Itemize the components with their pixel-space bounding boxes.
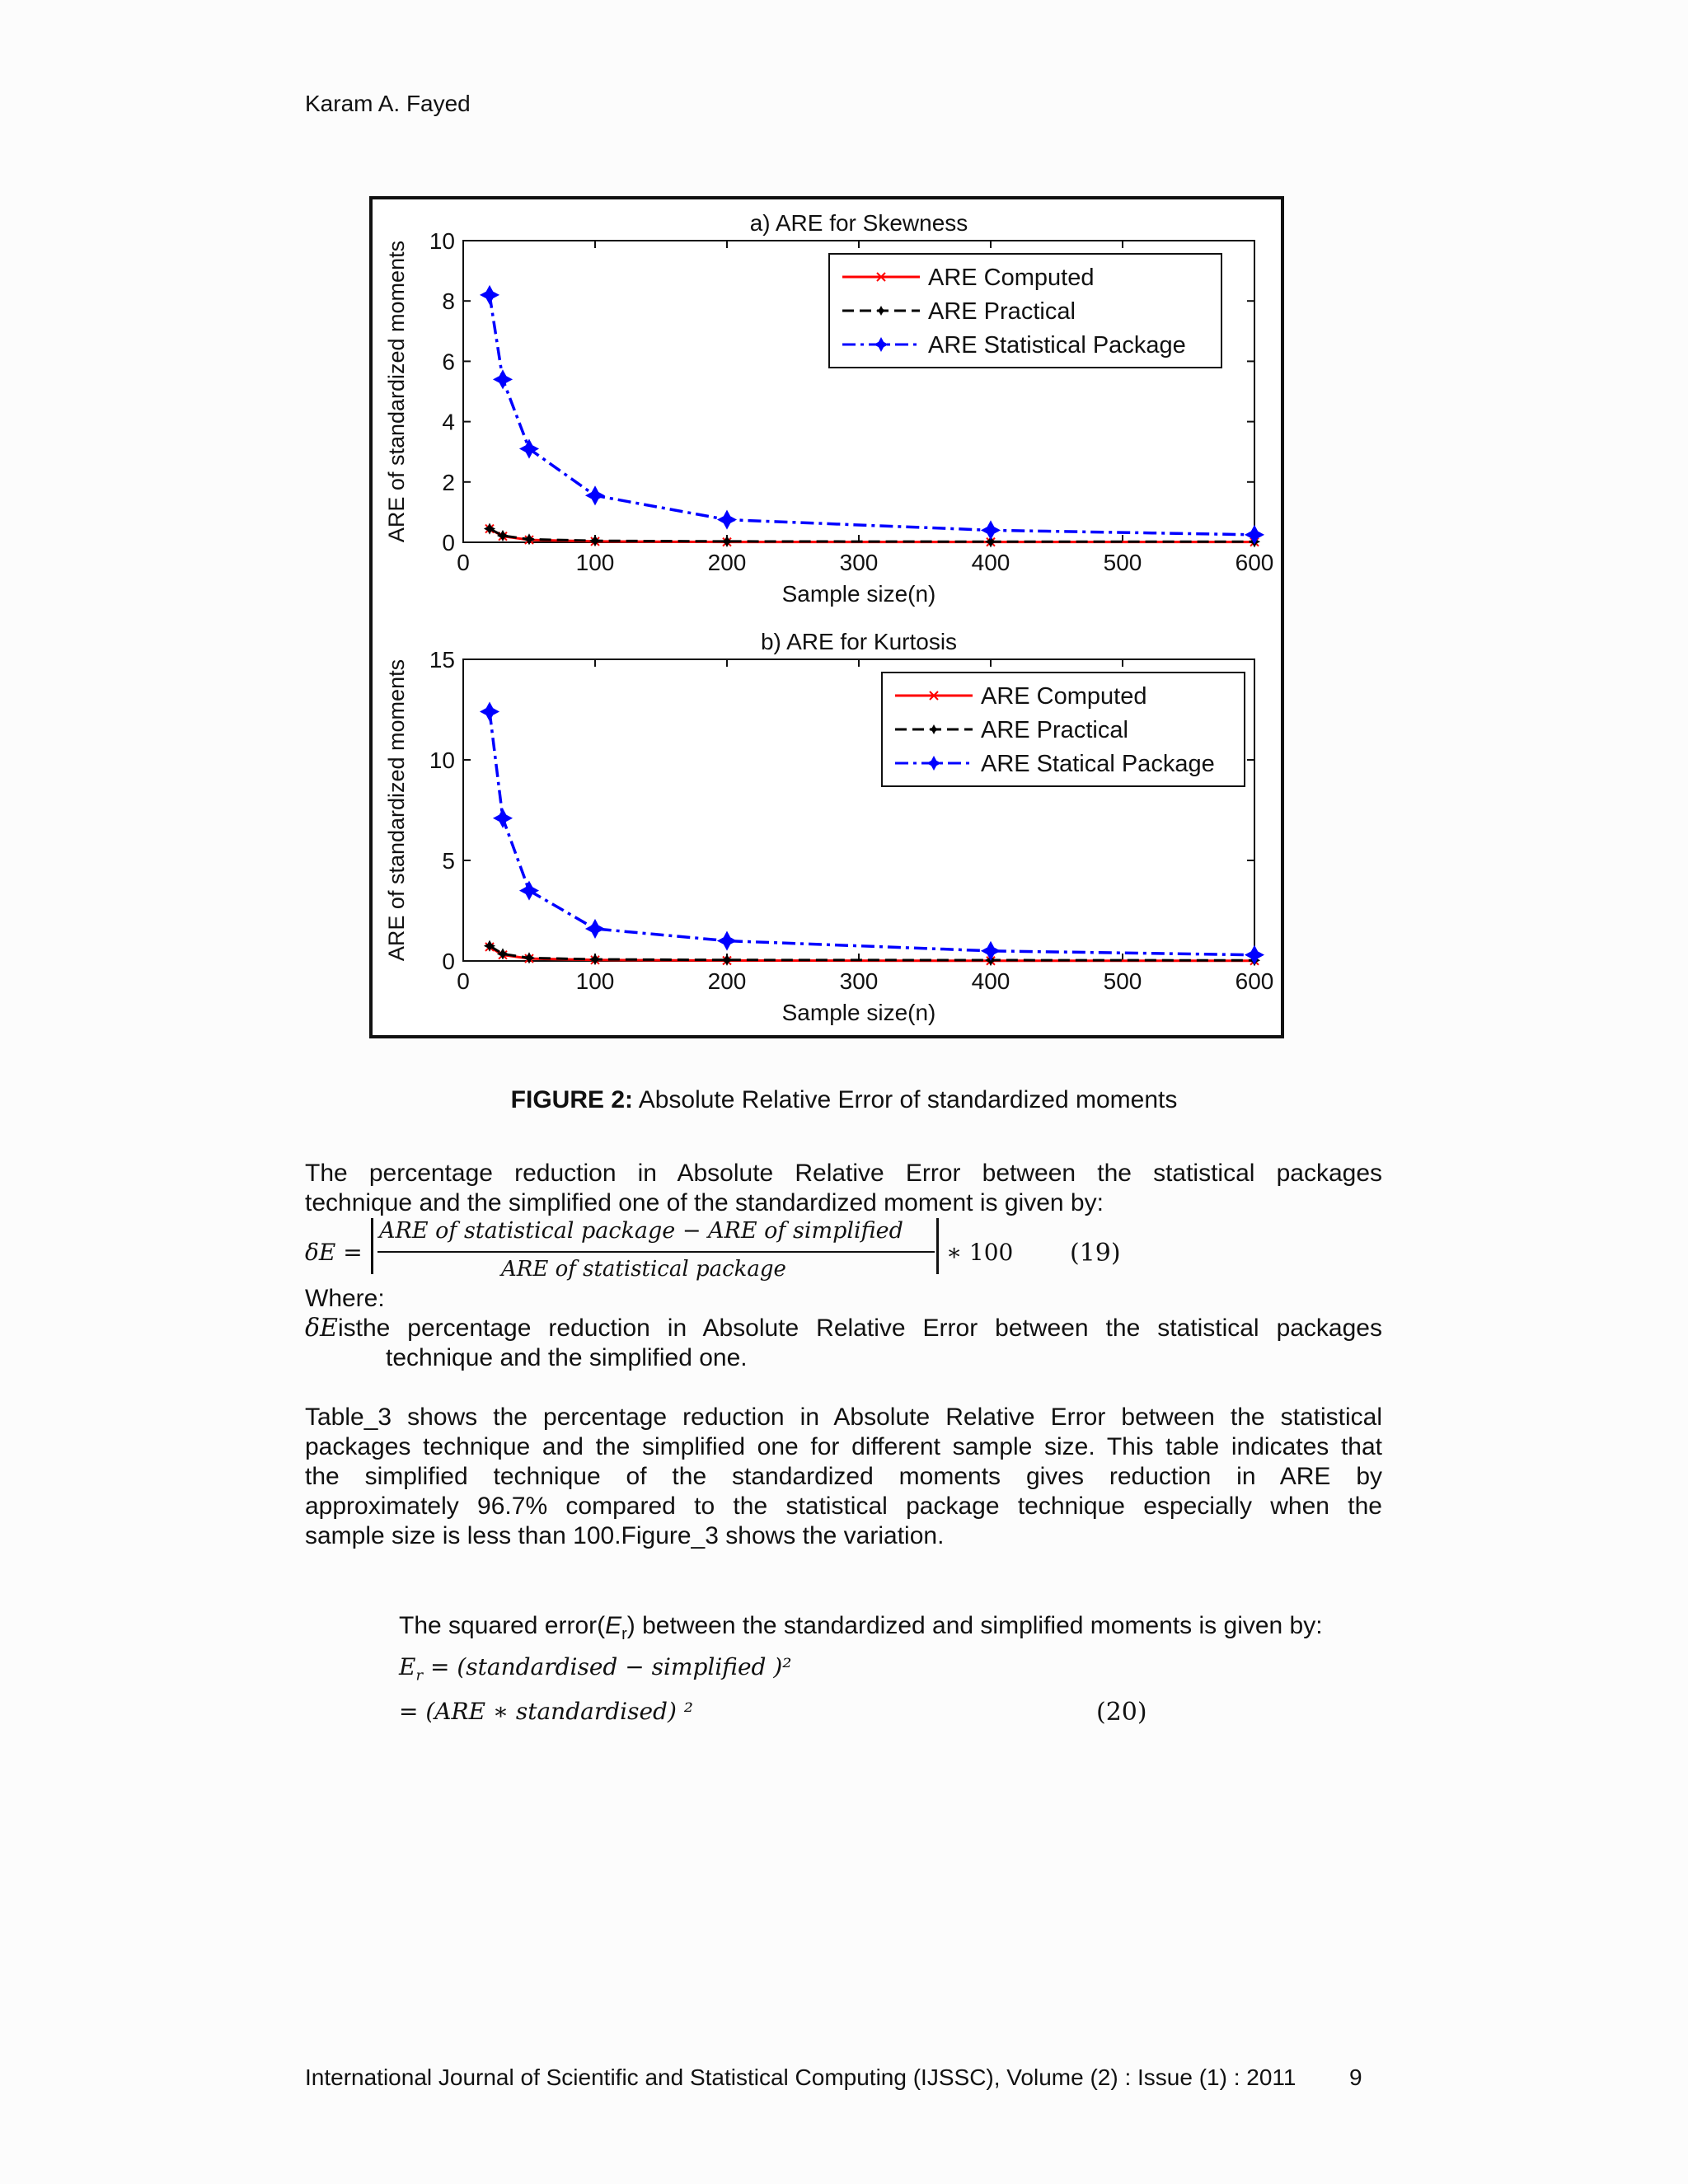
definition-text-1: isthe percentage reduction in Absolute Relative Error between the statistical packages [337, 1315, 1382, 1342]
y-tick-label: 2 [442, 469, 455, 495]
data-point [481, 286, 499, 304]
squared-error-text-pre: The squared error( [399, 1612, 606, 1639]
y-axis-label: ARE of standardized moments [384, 240, 409, 543]
chart-title: b) ARE for Kurtosis [760, 629, 958, 654]
data-point [481, 702, 499, 720]
x-tick-label: 600 [1235, 968, 1274, 994]
equation-20-line-2: = (ARE ∗ standardised) ² [399, 1698, 693, 1725]
x-tick-label: 0 [457, 550, 470, 575]
equation-20-symbol: E [399, 1653, 416, 1680]
where-label: Where: [305, 1285, 385, 1312]
definition-symbol: δE [305, 1314, 338, 1343]
x-tick-label: 0 [457, 968, 470, 994]
y-tick-label: 4 [442, 409, 455, 435]
data-point [718, 932, 736, 950]
legend-label-2: ARE Statical Package [981, 751, 1215, 777]
paragraph-table3-line-2: packages technique and the simplified one for different sample size. This table indicates that [305, 1433, 1382, 1460]
x-tick-label: 300 [839, 968, 879, 994]
equation-19-number: (19) [1070, 1239, 1121, 1268]
paragraph-intro-line-1: The percentage reduction in Absolute Relative Error between the statistical packages [305, 1160, 1382, 1187]
data-point [718, 511, 736, 529]
legend-label-0: ARE Computed [928, 265, 1095, 291]
equation-20-number: (20) [1096, 1698, 1147, 1727]
legend-label-2: ARE Statistical Package [928, 332, 1186, 359]
y-tick-label: 5 [442, 848, 455, 874]
x-tick-label: 600 [1235, 550, 1274, 575]
paragraph-table3-line-3: the simplified technique of the standardized moments gives reduction in ARE by [305, 1463, 1382, 1490]
paragraph-squared-error [399, 1611, 1388, 1649]
equation-19-tail: ∗ 100 [946, 1239, 1014, 1266]
series-line-0 [490, 529, 1254, 542]
data-point [982, 942, 1000, 960]
running-header-author: Karam A. Fayed [305, 91, 471, 116]
squared-error-symbol: E [605, 1612, 622, 1639]
definition-delta-e [305, 1314, 1382, 1373]
chart-title: a) ARE for Skewness [749, 210, 968, 236]
equation-19-abs-left [371, 1218, 373, 1274]
data-point [520, 882, 538, 900]
data-point [586, 920, 604, 938]
y-tick-label: 10 [429, 748, 455, 773]
squared-error-subscript: r [621, 1625, 627, 1643]
data-point [520, 440, 538, 458]
x-tick-label: 300 [839, 550, 879, 575]
y-tick-label: 0 [442, 530, 455, 555]
paragraph-table3 [305, 1403, 1382, 1551]
equation-19-denominator: ARE of statistical package [501, 1257, 786, 1282]
paragraph-intro-line-2: technique and the simplified one of the standardized moment is given by: [305, 1189, 1104, 1216]
squared-error-text-post: ) between the standardized and simplified moments is given by: [626, 1612, 1323, 1639]
x-tick-label: 400 [971, 550, 1010, 575]
series-line-1 [490, 946, 1254, 961]
footer-journal: International Journal of Scientific and Statistical Computing (IJSSC), Volume (2) : Issue (1) : 2011 [305, 2064, 1296, 2090]
equation-19-numerator: ARE of statistical package − ARE of simplified [379, 1218, 903, 1244]
paragraph-table3-line-5: sample size is less than 100.Figure_3 shows the variation. [305, 1522, 945, 1549]
equation-19-fraction-bar [377, 1251, 935, 1253]
data-point [982, 521, 1000, 539]
definition-line-2: technique and the simplified one. [386, 1344, 748, 1371]
paragraph-table3-line-4: approximately 96.7% compared to the statistical package technique especially when the [305, 1493, 1382, 1520]
series-line-1 [490, 529, 1254, 542]
figure-caption [0, 1086, 1688, 1114]
paragraph-table3-line-1: Table_3 shows the percentage reduction in Absolute Relative Error between the statistical [305, 1404, 1382, 1431]
y-tick-label: 0 [442, 949, 455, 974]
x-axis-label: Sample size(n) [781, 1000, 936, 1025]
x-tick-label: 200 [707, 968, 747, 994]
equation-19-abs-right [936, 1218, 939, 1274]
x-axis-label: Sample size(n) [781, 581, 936, 607]
data-point [586, 486, 604, 504]
x-tick-label: 500 [1103, 968, 1142, 994]
legend-label-0: ARE Computed [981, 683, 1147, 710]
paragraph-intro [305, 1159, 1382, 1218]
definition-line-1 [305, 1314, 1382, 1343]
equation-20-subscript: r [415, 1666, 424, 1685]
figure-2 [369, 196, 1284, 1038]
equation-20-rhs-1: = (standardised − simplified )² [423, 1653, 792, 1680]
figure-caption-text: Absolute Relative Error of standardized moments [633, 1086, 1178, 1113]
x-tick-label: 400 [971, 968, 1010, 994]
legend-label-1: ARE Practical [981, 717, 1128, 743]
data-point [494, 370, 512, 388]
equation-19-lhs: δE = [305, 1239, 363, 1266]
footer-page-number: 9 [1349, 2064, 1362, 2090]
figure-2-charts [373, 199, 1281, 1035]
y-tick-label: 6 [442, 349, 455, 375]
y-axis-label: ARE of standardized moments [384, 658, 409, 962]
x-tick-label: 200 [707, 550, 747, 575]
y-tick-label: 15 [429, 647, 455, 673]
series-line-0 [490, 947, 1254, 961]
y-tick-label: 8 [442, 288, 455, 315]
x-tick-label: 500 [1103, 550, 1142, 575]
x-tick-label: 100 [575, 968, 615, 994]
figure-caption-label: FIGURE 2: [510, 1086, 634, 1113]
equation-20-line-1 [399, 1653, 792, 1685]
legend-label-1: ARE Practical [928, 298, 1076, 325]
y-tick-label: 10 [429, 228, 455, 254]
data-point [494, 809, 512, 827]
x-tick-label: 100 [575, 550, 615, 575]
